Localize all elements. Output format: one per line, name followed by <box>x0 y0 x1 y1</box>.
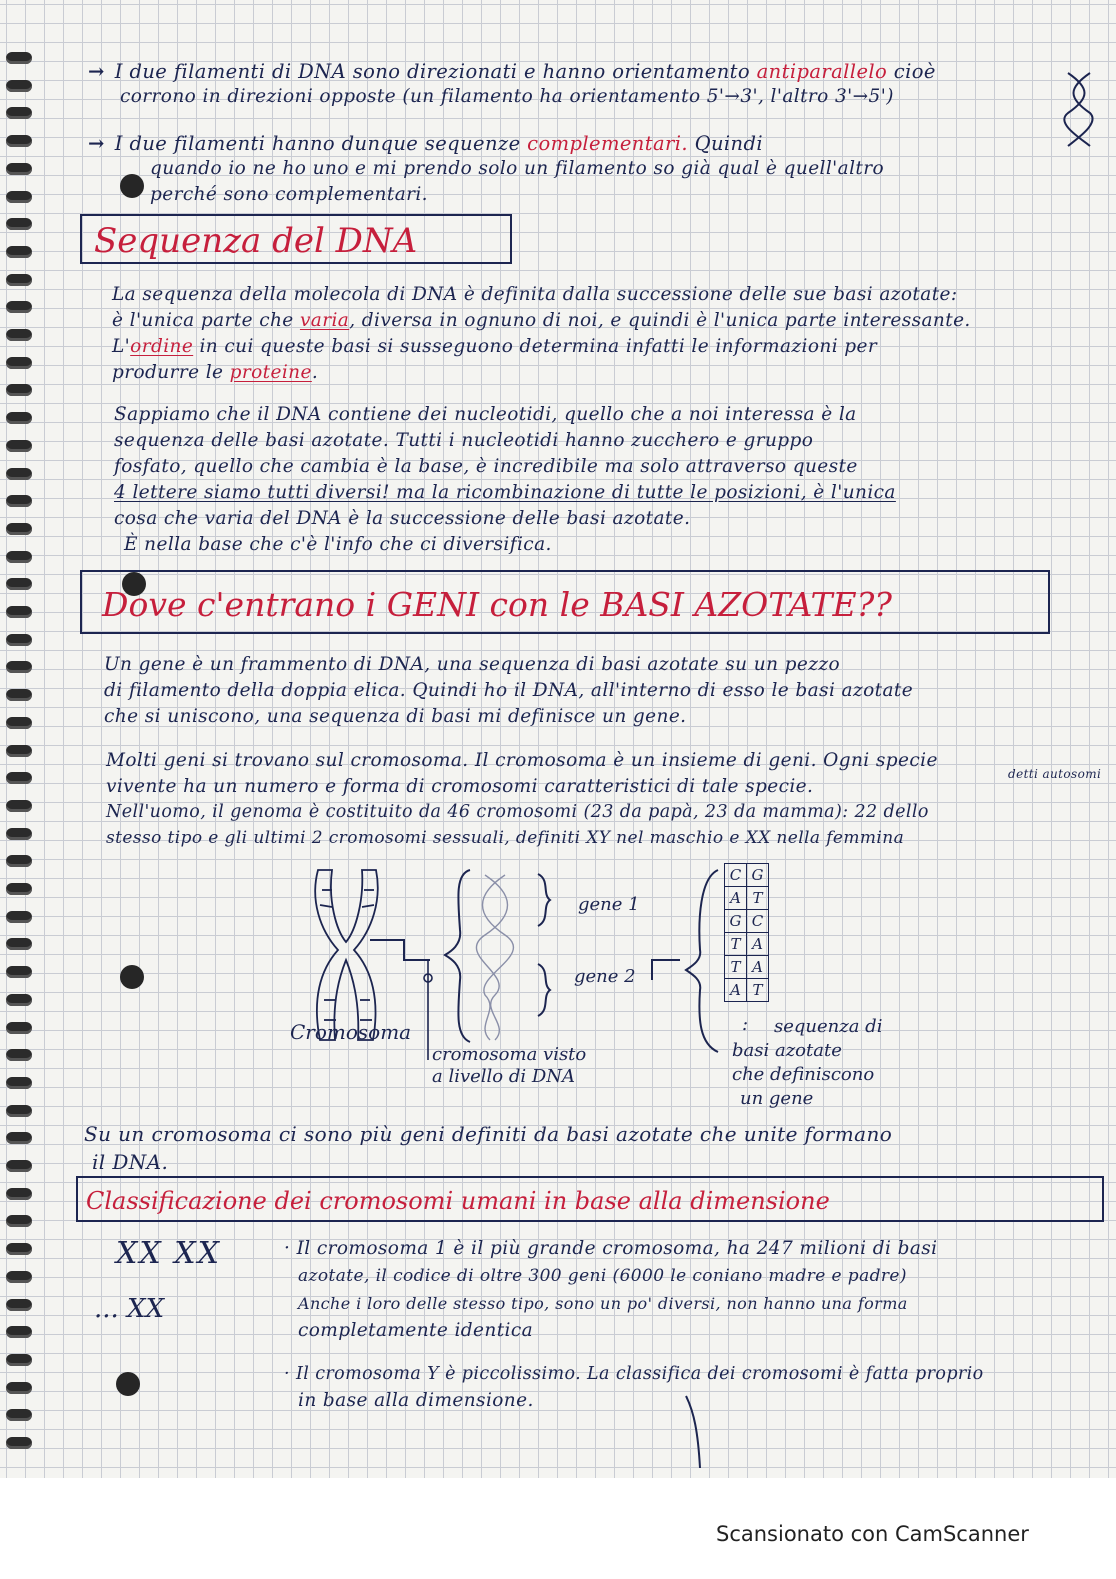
spiral-ring <box>6 1215 32 1227</box>
camscanner-footer: Scansionato con CamScanner <box>716 1522 1029 1546</box>
geni-p2-line-3: Nell'uomo, il genoma è costituito da 46 cromosomi (23 da papà, 23 da mamma): 22 dello <box>106 802 929 822</box>
base-pair-row <box>725 979 769 1002</box>
classificazione-b2-line-1: · Il cromosoma Y è piccolissimo. La classifica dei cromosomi è fatta proprio <box>284 1364 984 1384</box>
label-sequenza-3: che definiscono <box>732 1064 875 1085</box>
spiral-ring <box>6 135 32 147</box>
spiral-ring <box>6 301 32 313</box>
base-cell: T <box>725 933 747 956</box>
spiral-ring <box>6 329 32 341</box>
geni-p1-line-1: Un gene è un frammento di DNA, una sequenza di basi azotate su un pezzo <box>104 654 841 675</box>
geni-p1-line-3: che si uniscono, una sequenza di basi mi definisce un gene. <box>104 706 687 727</box>
spiral-ring <box>6 1326 32 1338</box>
note-detti-autosomi: detti autosomi <box>1008 767 1102 781</box>
sequenza-p2-line-2: sequenza delle basi azotate. Tutti i nucleotidi hanno zucchero e gruppo <box>114 430 814 451</box>
spiral-ring <box>6 468 32 480</box>
base-cell: A <box>725 979 747 1002</box>
base-pair-row <box>725 910 769 933</box>
spiral-ring <box>6 1049 32 1061</box>
base-cell: T <box>725 956 747 979</box>
sequenza-p2-line-3: fosfato, quello che cambia è la base, è incredibile ma solo attraverso queste <box>114 456 858 477</box>
spiral-ring <box>6 745 32 757</box>
spiral-ring <box>6 1160 32 1172</box>
spiral-ring <box>6 1077 32 1089</box>
spiral-ring <box>6 717 32 729</box>
sequenza-p1-line-3: L'ordine in cui queste basi si susseguono determina infatti le informazioni per <box>112 336 878 357</box>
spiral-ring <box>6 412 32 424</box>
spiral-ring <box>6 1354 32 1366</box>
label-gene-2: gene 2 <box>574 966 636 987</box>
chromosome-icon <box>315 870 378 1040</box>
section-title-classificazione: Classificazione dei cromosomi umani in base alla dimensione <box>76 1176 1104 1222</box>
label-livello-dna: a livello di DNA <box>432 1066 576 1087</box>
geni-p1-line-2: di filamento della doppia elica. Quindi ho il DNA, all'interno di esso le basi azotate <box>104 680 914 701</box>
spiral-ring <box>6 246 32 258</box>
spiral-ring <box>6 80 32 92</box>
highlight-complementari: complementari. <box>527 132 688 155</box>
spiral-ring <box>6 52 32 64</box>
base-cell: C <box>725 864 747 887</box>
sequence-dots: : <box>742 1014 749 1035</box>
spiral-ring <box>6 661 32 673</box>
section-title-sequenza: Sequenza del DNA <box>80 214 512 264</box>
spiral-ring <box>6 523 32 535</box>
geni-p2-line-1: Molti geni si trovano sul cromosoma. Il cromosoma è un insieme di geni. Ogni specie <box>106 750 938 771</box>
base-cell: T <box>747 979 769 1002</box>
spiral-ring <box>6 1382 32 1394</box>
base-pair-row <box>725 956 769 979</box>
spiral-ring <box>6 1243 32 1255</box>
classificazione-b2-line-2: in base alla dimensione. <box>298 1390 534 1411</box>
spiral-ring <box>6 163 32 175</box>
arrow-icon: → <box>88 132 105 155</box>
base-cell: G <box>725 910 747 933</box>
spiral-ring <box>6 1105 32 1117</box>
sequenza-p2-line-4: 4 lettere siamo tutti diversi! ma la ricombinazione di tutte le posizioni, è l'unica <box>114 482 896 503</box>
dna-helix-doodle-icon <box>1060 68 1100 148</box>
spiral-ring <box>6 772 32 784</box>
punch-hole <box>120 965 144 989</box>
spiral-ring <box>6 107 32 119</box>
intro-bullet-2-line-2: quando io ne ho uno e mi prendo solo un filamento so già qual è quell'altro <box>150 158 885 179</box>
label-cromosoma: Cromosoma <box>290 1020 412 1044</box>
spiral-binding <box>0 52 40 1472</box>
classificazione-b1-line-4: completamente identica <box>298 1320 534 1341</box>
base-cell: G <box>747 864 769 887</box>
label-cromosoma-visto: cromosoma visto <box>432 1044 587 1065</box>
conclusion-line-2: il DNA. <box>92 1150 169 1174</box>
spiral-ring <box>6 1132 32 1144</box>
classificazione-b1-line-2: azotate, il codice di oltre 300 geni (6000 le coniano madre e padre) <box>298 1266 907 1286</box>
spiral-ring <box>6 606 32 618</box>
spiral-ring <box>6 800 32 812</box>
sequenza-p2-line-6: È nella base che c'è l'info che ci diversifica. <box>124 534 552 555</box>
spiral-ring <box>6 1437 32 1449</box>
geni-p2-line-2: vivente ha un numero e forma di cromosomi caratteristici di tale specie. <box>106 776 814 797</box>
spiral-ring <box>6 1022 32 1034</box>
sequenza-p2-line-5: cosa che varia del DNA è la successione delle basi azotate. <box>114 508 691 529</box>
dna-helix-icon <box>476 875 513 1040</box>
sequenza-p1-line-1: La sequenza della molecola di DNA è definita dalla successione delle sue basi azotate: <box>112 284 958 305</box>
pen-stroke-mark <box>680 1392 720 1472</box>
punch-hole <box>120 174 144 198</box>
spiral-ring <box>6 274 32 286</box>
chromosome-pairs-sketch: XX XX <box>116 1236 221 1271</box>
base-cell: T <box>747 887 769 910</box>
section-title-geni: Dove c'entrano i GENI con le BASI AZOTATE?? <box>80 570 1050 634</box>
arrow-icon: → <box>88 60 105 83</box>
geni-p2-line-4: stesso tipo e gli ultimi 2 cromosomi sessuali, definiti XY nel maschio e XX nella femmina <box>106 828 905 848</box>
sequenza-p2-line-1: Sappiamo che il DNA contiene dei nucleotidi, quello che a noi interessa è la <box>114 404 857 425</box>
conclusion-line-1: Su un cromosoma ci sono più geni definiti da basi azotate che unite formano <box>84 1122 893 1146</box>
intro-bullet-2-line-3: perché sono complementari. <box>150 184 428 205</box>
label-sequenza-2: basi azotate <box>732 1040 842 1061</box>
classificazione-b1-line-3: Anche i loro delle stesso tipo, sono un po' diversi, non hanno una forma <box>298 1294 908 1313</box>
spiral-ring <box>6 1299 32 1311</box>
spiral-ring <box>6 828 32 840</box>
chromosome-pair-sketch-small: ... XX <box>94 1294 165 1324</box>
base-pair-row <box>725 864 769 887</box>
base-pair-row <box>725 887 769 910</box>
spiral-ring <box>6 218 32 230</box>
label-sequenza-1: sequenza di <box>774 1016 883 1037</box>
sequenza-p1-line-4: produrre le proteine. <box>112 362 319 383</box>
intro-bullet-1-line-1: → I due filamenti di DNA sono direzionati e hanno orientamento antiparallelo cioè <box>88 60 936 83</box>
spiral-ring <box>6 495 32 507</box>
spiral-ring <box>6 689 32 701</box>
spiral-ring <box>6 578 32 590</box>
base-cell: A <box>747 933 769 956</box>
spiral-ring <box>6 191 32 203</box>
spiral-ring <box>6 551 32 563</box>
base-cell: A <box>725 887 747 910</box>
label-gene-1: gene 1 <box>578 894 640 915</box>
spiral-ring <box>6 883 32 895</box>
spiral-ring <box>6 357 32 369</box>
highlight-antiparallelo: antiparallelo <box>756 60 888 83</box>
punch-hole <box>116 1372 140 1396</box>
spiral-ring <box>6 440 32 452</box>
base-pair-row <box>725 933 769 956</box>
spiral-ring <box>6 911 32 923</box>
base-sequence-table <box>724 863 769 1002</box>
intro-bullet-2-line-1: → I due filamenti hanno dunque sequenze complementari. Quindi <box>88 132 764 155</box>
base-cell: A <box>747 956 769 979</box>
spiral-ring <box>6 938 32 950</box>
spiral-ring <box>6 634 32 646</box>
spiral-ring <box>6 1409 32 1421</box>
spiral-ring <box>6 994 32 1006</box>
spiral-ring <box>6 1188 32 1200</box>
base-cell: C <box>747 910 769 933</box>
sequenza-p1-line-2: è l'unica parte che varia, diversa in ognuno di noi, e quindi è l'unica parte interessante. <box>112 310 971 331</box>
spiral-ring <box>6 384 32 396</box>
spiral-ring <box>6 1271 32 1283</box>
classificazione-b1-line-1: · Il cromosoma 1 è il più grande cromosoma, ha 247 milioni di basi <box>284 1238 938 1259</box>
intro-bullet-1-line-2: corrono in direzioni opposte (un filamento ha orientamento 5'→3', l'altro 3'→5') <box>120 86 894 107</box>
spiral-ring <box>6 966 32 978</box>
spiral-ring <box>6 855 32 867</box>
label-sequenza-4: un gene <box>740 1088 814 1109</box>
